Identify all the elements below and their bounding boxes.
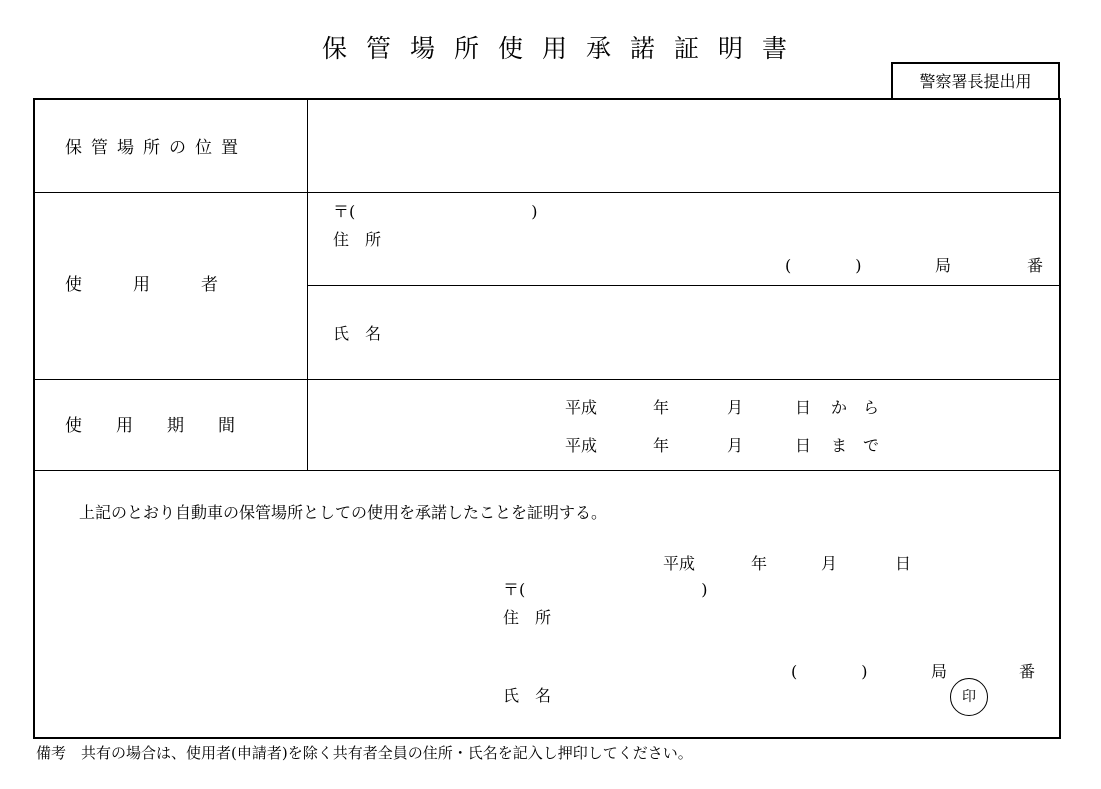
period-from-year[interactable]: 年 [653,398,670,417]
submit-to-badge [891,62,1060,99]
user-phone-paren[interactable]: ( ) [785,256,862,275]
user-label: 使 用 者 [65,275,218,295]
certifier-phone-paren[interactable]: ( ) [791,662,868,681]
user-phone-kyoku: 局 [935,256,952,275]
row-divider-period [35,470,1059,471]
period-from-suffix: か ら [831,398,880,417]
period-to-era: 平成 [565,436,598,455]
certification-statement: 上記のとおり自動車の保管場所としての使用を承諾したことを証明する。 [79,503,608,522]
seal-label: 印 [962,689,976,705]
certifier-phone-kyoku: 局 [931,662,948,681]
period-label: 使 用 期 間 [65,416,235,436]
column-divider [307,100,308,470]
footnote: 備考 共有の場合は、使用者(申請者)を除く共有者全員の住所・氏名を記入し押印してください。 [36,744,693,762]
period-to-suffix: ま で [831,436,880,455]
certification-date-year[interactable]: 年 [751,554,768,573]
period-to-year[interactable]: 年 [653,436,670,455]
period-from-day[interactable]: 日 [795,398,812,417]
row-divider-address-name [307,285,1059,286]
submit-to-label: 警察署長提出用 [919,71,1032,91]
certification-date-era: 平成 [663,554,696,573]
certification-date-month[interactable]: 月 [821,554,838,573]
location-value-field[interactable] [309,102,1057,190]
form-table [33,98,1061,739]
seal-mark[interactable] [950,678,988,716]
location-label: 保管場所の位置 [65,138,247,158]
period-from-month[interactable]: 月 [727,398,744,417]
user-name-label: 氏 名 [333,324,382,343]
certifier-address-label: 住 所 [503,608,552,627]
document-title: 保管場所使用承諾証明書 [322,34,807,63]
period-from-era: 平成 [565,398,598,417]
certifier-phone-ban: 番 [1019,662,1036,681]
user-address-label: 住 所 [333,230,382,249]
certifier-postal-code[interactable]: 〒( ) [503,580,708,599]
certification-date-day[interactable]: 日 [895,554,912,573]
period-to-day[interactable]: 日 [795,436,812,455]
row-divider-location [35,192,1059,193]
row-divider-user [35,379,1059,380]
period-to-month[interactable]: 月 [727,436,744,455]
user-phone-ban: 番 [1027,256,1044,275]
user-postal-code[interactable]: 〒( ) [333,202,538,221]
certifier-name-label: 氏 名 [503,686,552,705]
